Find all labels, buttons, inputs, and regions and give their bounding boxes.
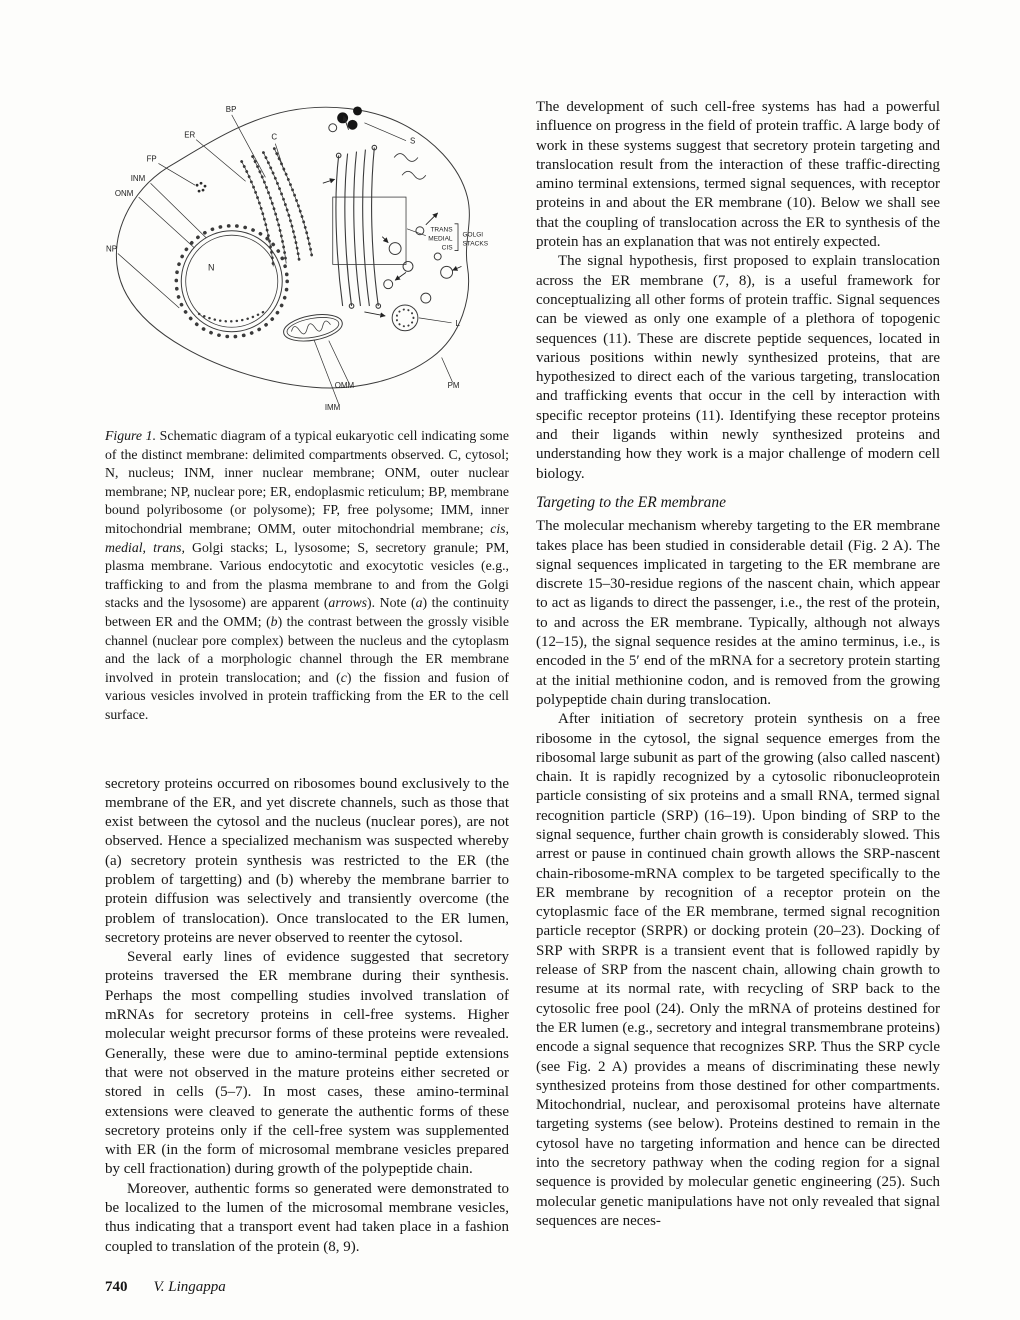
label-c: C	[271, 132, 278, 142]
caption-segment: ) the continuity between ER and the OMM; (	[105, 595, 509, 629]
label-cis: CIS	[441, 244, 453, 252]
label-n: N	[207, 262, 215, 273]
label-medial: MEDIAL	[428, 235, 453, 243]
caption-segment: ) the fission and fusion of various vesicles involved in protein trafficking from the ER to the cell surface.	[105, 669, 509, 722]
plasma-membrane-outline	[116, 104, 469, 391]
caption-italic-segment: a	[415, 595, 423, 611]
secretory-granules	[329, 106, 362, 131]
body-paragraph: The signal hypothesis, first proposed to explain translocation across the ER membrane (7, 8), is a useful framework for conceptualizing all other forms of protein traffic. Signal sequences can be viewed as only one example of a plethora of topogenic sequences (11). These are discrete peptide sequences, located in various positions within newly synthesized proteins, that are hypothesized to direct each of the various targeting, translocation and trafficking events that occur in the cell by interaction with specific receptor proteins (11). Identifying these receptor proteins and their ligands within newly synthesized proteins and understanding how they work is a major challenge of modern cell biology.	[536, 253, 940, 482]
lysosome	[392, 305, 418, 331]
nucleus	[176, 226, 287, 337]
free-polysomes	[196, 182, 207, 193]
caption-italic-segment: arrows	[328, 595, 368, 611]
label-fp: FP	[146, 154, 157, 164]
left-column-body	[105, 775, 509, 1257]
label-inm: INM	[130, 174, 146, 184]
body-paragraph: secretory proteins occurred on ribosomes bound exclusively to the membrane of the ER, and yet discrete channels, such as those that exist between the cytosol and the nucleus (nuclear pores), are not observed. Hence a specialized mechanism was suspected whereby (a) secretory protein synthesis was restricted to the ER (the problem of targetting) and (b) whereby the membrane barrier to protein diffusion was selectively and transiently overcome (the problem of translocation). Once translocated to the ER lumen, secretory proteins are never observed to reenter the cytosol.	[105, 775, 509, 946]
golgi-stacks	[333, 145, 406, 308]
endoplasmic-reticulum	[242, 149, 312, 267]
left-column	[105, 98, 509, 1257]
caption-italic-segment: Figure 1.	[105, 428, 157, 443]
body-paragraph: The development of such cell-free systems has had a powerful influence on progress in the field of protein traffic. A large body of work in these systems suggest that secretory protein targeting and translocation result from the interaction of these traffic-directing amino terminal extensions, termed signal sequences, with receptor proteins in and about the ER membrane (10). Below we shall see that the coupling of translocation across the ER to synthesis of the protein has an explanation that was not entirely expected.	[536, 99, 940, 251]
label-golgi: GOLGI	[462, 231, 484, 239]
nuclear-stippling	[199, 312, 263, 321]
right-column	[536, 98, 940, 1257]
label-omm: OMM	[334, 381, 355, 391]
label-stacks: STACKS	[462, 240, 489, 248]
label-imm: IMM	[324, 402, 341, 412]
body-paragraph: Moreover, authentic forms so generated were demonstrated to be localized to the lumen of the microsomal membrane vesicles, thus indicating that a transport event had taken place in a fashion coupled to translation of the protein (8, 9).	[105, 1180, 509, 1255]
label-er: ER	[184, 130, 196, 140]
right-column-intro	[536, 98, 940, 484]
right-column-section-body	[536, 517, 940, 1231]
golgi-bracket	[455, 224, 458, 251]
body-paragraph: After initiation of secretory protein synthesis on a free ribosome in the cytosol, the signal sequence emerges from the ribosomal large subunit as part of the growing (also called nascent) chain. It is rapidly recognized by a cytosolic ribonucleoprotein particle consisting of six proteins and a small RNA, termed signal recognition particle (SRP) (16–19). Upon binding of SRP to the signal sequence, further chain growth is considerably slowed. This arrest or pause in continued chain growth allows the SRP-nascent chain-ribosome-mRNA complex to be targeted specifically to the ER membrane by recognition of a receptor protein on the cytoplasmic face of the ER membrane, termed signal recognition particle receptor (SRPR) or docking protein (20–23). Docking of SRP with SRPR is a transient event that is followed rapidly by release of SRP from the nascent chain, allowing chain growth to resume at its normal rate, with recycling of SRP back to the cytosolic free pool (24). Only the mRNA of proteins destined for the ER lumen (e.g., secretory and integral transmembrane proteins) encode a signal sequence that recognizes SRP. Thus the SRP cycle (see Fig. 2 A) provides a means of discriminating these newly synthesized proteins from those destined for other compartments. Mitochondrial, nuclear, and peroxisomal proteins have alternate targeting systems (see below). Proteins destined to remain in the cytosol have no targeting information and hence can be directed into the secretory pathway when the coding region for a signal sequence is provided by molecular genetic engineering (25). Such molecular genetic manipulations have not only revealed that signal sequences are neces-	[536, 711, 940, 1229]
body-paragraph: The molecular mechanism whereby targeting to the ER membrane takes place has been studied in considerable detail (Fig. 2 A). The signal sequences implicated in targeting to the ER membrane are discrete 15–30-residue regions of the nascent chain, which appear to act as ligands to direct the passenger, i.e., the rest of the protein, to and across the ER membrane. Typically, although not always (12–15), the signal sequence resides at the amino terminus, i.e., is encoded in the 5′ end of the mRNA for a secretory protein starting at the initial methionine codon, and is removed from the growing polypeptide chain during translocation.	[536, 518, 940, 708]
caption-italic-segment: cis, medial, trans,	[105, 520, 509, 555]
caption-segment: Schematic diagram of a typical eukaryotic cell indicating some of the distinct membrane: delimited compartments observed. C, cytosol; N, nucleus; INM, inner nuclear membrane; ONM, outer nuclear membrane; NP, nuclear pore; ER, endoplasmic reticulum; BP, membrane bound polyribosome (or polysome); FP, free polysome; IMM, inner mitochondrial membrane; OMM, outer mitochondrial membrane;	[105, 428, 509, 536]
caption-segment: Golgi stacks; L, lysosome; S, secretory granule; PM, plasma membrane. Various endocytotic and exocytotic vesicles (e.g., trafficking to and from the plasma membrane to and from the Golgi stacks and the lysosome) are apparent (	[105, 539, 509, 611]
two-column-layout	[105, 98, 941, 1257]
section-heading-targeting-er: Targeting to the ER membrane	[536, 493, 727, 511]
membrane-tubules	[394, 154, 426, 180]
body-paragraph: Several early lines of evidence suggested that secretory proteins traversed the ER membrane during their synthesis. Perhaps the most compelling studies involved translation of mRNAs for secretory proteins in cell-free systems. Higher molecular weight precursor forms of these proteins were revealed. Generally, these were due to amino-terminal peptide extensions that were not observed in the mature proteins either secreted or stored in cells (5–7). In most cases, these amino-terminal extensions were cleaved to generate the authentic forms of these secretory proteins only if the cell-free system was supplemented with ER (in the form of microsomal membrane vesicles prepared by cell fractionation) during growth of the polypeptide chain.	[105, 949, 509, 1178]
label-np: NP	[105, 244, 117, 254]
label-onm: ONM	[114, 189, 134, 199]
label-pm: PM	[447, 381, 460, 391]
footer-author: V. Lingappa	[153, 1279, 226, 1295]
figure-labels	[106, 105, 489, 412]
mitochondrion	[282, 310, 345, 345]
page-footer	[105, 1279, 226, 1296]
label-bp: BP	[225, 104, 237, 114]
caption-italic-segment: b	[270, 613, 278, 629]
figure-1-cell-diagram	[105, 98, 509, 413]
label-l: L	[455, 318, 460, 328]
label-trans: TRANS	[430, 226, 453, 234]
figure-1-caption	[105, 427, 509, 725]
caption-italic-segment: c	[340, 669, 347, 685]
caption-segment: ) the contrast between the grossly visible channel (nuclear pore complex) between the nucleus and the cytoplasm and the lack of a morphologic channel through the ER membrane involved in protein translocation; and (	[105, 613, 510, 685]
figure-1	[105, 98, 509, 418]
caption-segment: ). Note (	[367, 595, 416, 611]
label-s: S	[409, 136, 416, 146]
page-number: 740	[105, 1279, 128, 1295]
